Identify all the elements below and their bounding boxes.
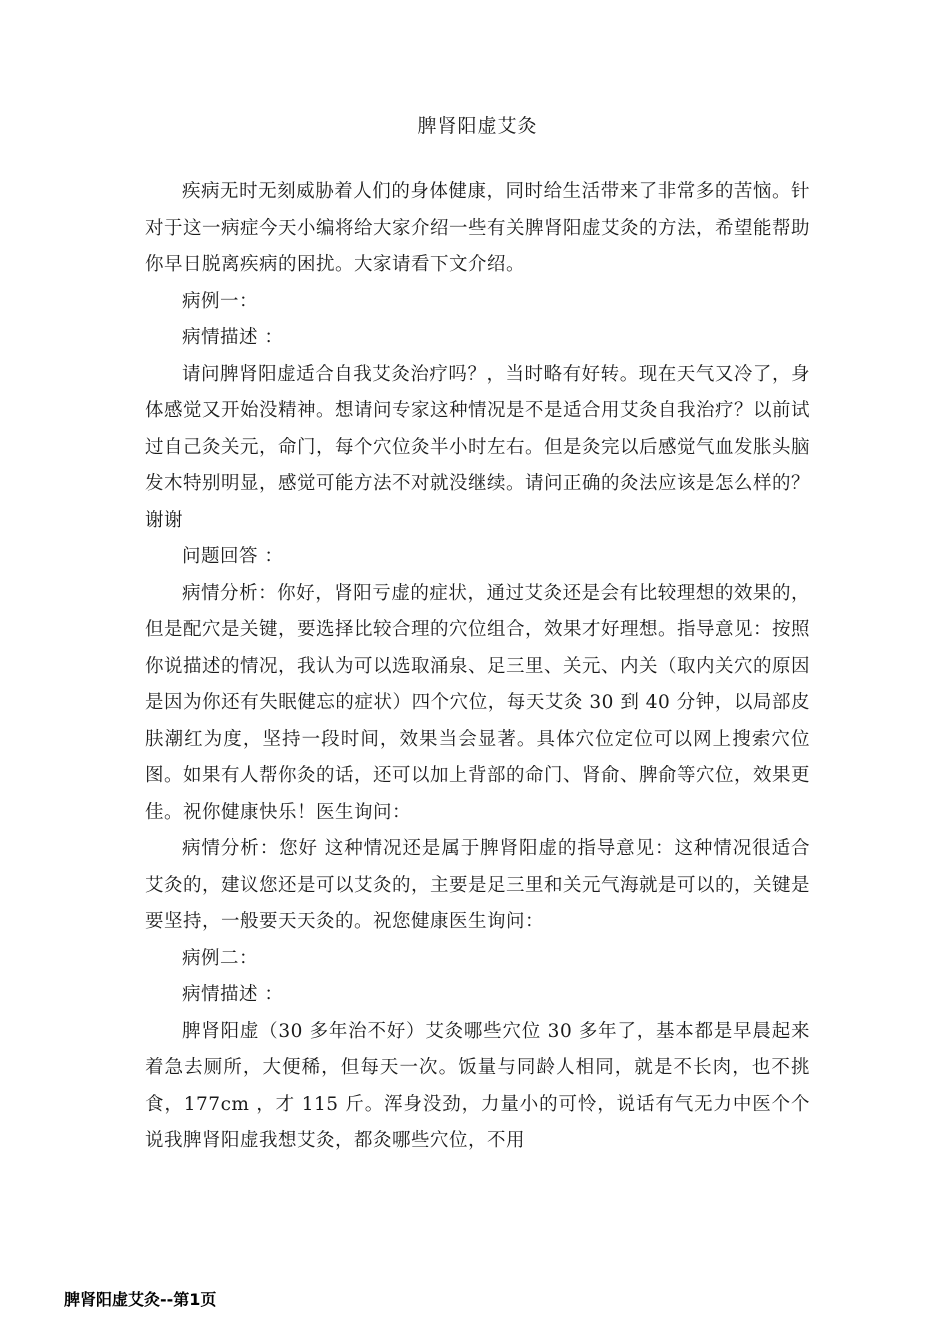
document-title: 脾肾阳虚艾灸 bbox=[417, 115, 538, 137]
paragraph-case-1-answer-1: 病情分析：你好，肾阳亏虚的症状，通过艾灸还是会有比较理想的效果的，但是配穴是关键，要选择比较合理的穴位组合，效果才好理想。指导意见：按照你说描述的情况，我认为可以选取涌泉、足三里、关元、内关（取内关穴的原因是因为你还有失眠健忘的症状）四个穴位，每天艾灸 30 到 40 分钟，以局部皮肤潮红为度，坚持一段时间，效果当会显著。具体穴位定位可以网上搜索穴位图。如果有人帮你灸的话，还可以加上背部的命门、肾俞、脾俞等穴位，效果更佳。祝你健康快乐！医生询问： bbox=[145, 582, 811, 823]
paragraph-case-1-description: 请问脾肾阳虚适合自我艾灸治疗吗？，当时略有好转。现在天气又冷了，身体感觉又开始没精神。想请问专家这种情况是不是适合用艾灸自我治疗？以前试过自己灸关元，命门，每个穴位灸半小时左右。但是灸完以后感觉气血发胀头脑发木特别明显，感觉可能方法不对就没继续。请问正确的灸法应该是怎么样的？谢谢 bbox=[145, 363, 811, 531]
paragraph-case-2-description-label: 病情描述 ： bbox=[182, 984, 284, 1005]
paragraph-case-1-description-label: 病情描述 ： bbox=[182, 327, 284, 348]
paragraph-case-2-heading: 病例二： bbox=[182, 947, 259, 969]
paragraph-case-1-answer-2: 病情分析：您好 这种情况还是属于脾肾阳虚的指导意见：这种情况很适合艾灸的，建议您还是可以艾灸的，主要是足三里和关元气海就是可以的，关键是要坚持，一般要天天灸的。祝您健康医生询问： bbox=[145, 838, 811, 932]
page-footer: 脾肾阳虚艾灸--第1页 bbox=[64, 1290, 217, 1309]
paragraph-intro: 疾病无时无刻威胁着人们的身体健康，同时给生活带来了非常多的苦恼。针对于这一病症今天小编将给大家介绍一些有关脾肾阳虚艾灸的方法，希望能帮助你早日脱离疾病的困扰。大家请看下文介绍。 bbox=[145, 181, 811, 275]
paragraph-case-1-answer-label: 问题回答 ： bbox=[182, 546, 284, 567]
paragraph-case-2-description: 脾肾阳虚（30 多年治不好）艾灸哪些穴位 30 多年了，基本都是早晨起来着急去厕所，大便稀，但每天一次。饭量与同龄人相同，就是不长肉，也不挑食，177cm ，才 115 斤。浑身没劲，力量小的可怜，说话有气无力中医个个说我脾肾阳虚我想艾灸，都灸哪些穴位，不用 bbox=[145, 1020, 810, 1151]
paragraph-case-1-heading: 病例一： bbox=[182, 290, 259, 312]
document-page bbox=[145, 112, 810, 1160]
